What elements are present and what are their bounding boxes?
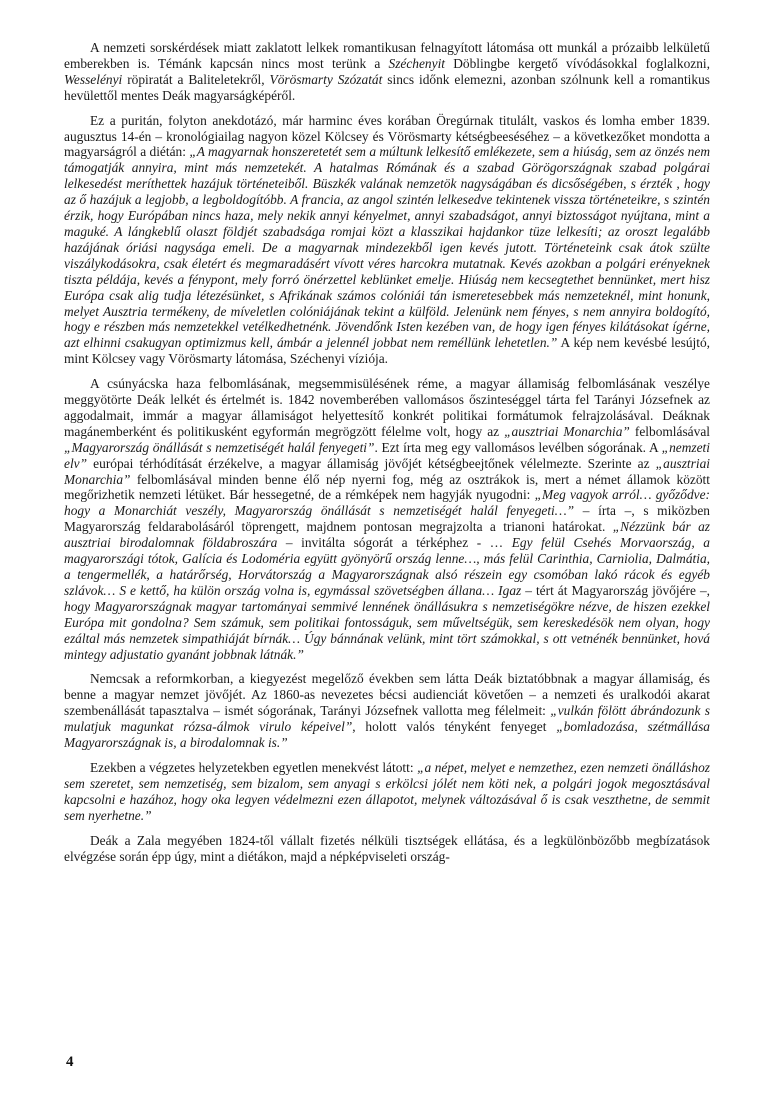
italic-quote-run: Wesselényi (64, 71, 123, 87)
italic-quote-run: „A magyarnak honszeretetét sem a múltunk lelkesítő emlékezete, sem a hiúság, sem az önzés nem támogatják annyira, mint más nemzetekét. A hatalmas Rómának és a szabad Görögországnak szabad polgárai lelkesedést meríthettek hazájuk történeteiből. Büszkék valának nemzetök nagyságában és dicsőségében, s érzték , hogy az ő hazájuk a legjobb, a legboldogítóbb. A francia, az angol szintén lelkesedve tekintenek vissza történeteikre, s szintén érzik, hogy Európában nincs haza, mely nekik annyi kényelmet, annyi szabadságot, annyi biztosságot nyújtana, mint a maguké. A lángkeblű olaszt földjét szabadsága romjai közt a klasszikai hajdankor tüze lelkesíti; az oroszt legalább hazájának óriási nagysága emeli. De a magyarnak mindezekből igen kevés jutott. Történeteink csak átok szülte viszálykodásokra, csak életért és megmaradásért vívott véres harcokra mutatnak. Kevés azokban a polgári erényeknek tiszta példája, kevés a fénypont, mely forró önérzettel keblünket emelje. Hiúság nem kecsegtethet bennünket, mert hisz Európa csak alig tudja létezésünket, s Afrikának számos colóniái tán ismeretesebbek más nemzeteknél, mint honunk, melyet Ausztria termékeny, de míveletlen colóniájának tekint a külföld. Jelenünk nem fényes, s nem annyira boldogító, hogy e részben más nemzetekkel vetélkedhetnénk. Jövendőnk Isten kezében van, de hogy igen fényes kilátásokat ígérne, azt elhinni csakugyan optimizmus kell, ámbár a jelennél jobbat nem reméllünk lehetetlen.” (64, 144, 710, 351)
italic-quote-run: Széchenyit (388, 55, 446, 71)
italic-quote-run: „vulkán fölött ábrándozunk s mulatjuk magunkat rózsa-álmok virulo képeivel” (64, 703, 710, 735)
text-run: Döblingbe kergető vívódásokkal foglalkozni, (445, 55, 710, 71)
text-run: Deák a Zala megyében 1824-től vállalt fizetés nélküli tisztségek ellátása, és a legkülönbözőbb megbízatások elvégzése során épp úgy, mint a diétákon, majd a népképviseleti ország- (64, 832, 710, 864)
text-run: A nemzeti sorskérdések miatt zaklatott lelkek romantikusan felnagyított látomása ott munkál a prózaibb lelkületű emberekben is. Témánk kapcsán nincs most terünk a (64, 40, 710, 71)
italic-quote-run: „a népet, melyet e nemzethez, ezen nemzeti önálláshoz sem szeretet, sem nemzetiség, sem bizalom, sem anyagi s erkölcsi jólét nem köti nek, a polgári jogok megosztásával kapcsolni e hazához, hogy oka legyen védelmezni ezen állapotot, melynek változásával ő is csak veszthetne, de semmit sem nyerhetne.” (64, 759, 710, 823)
italic-quote-run: Egy felül Csehés Morvaország, a magyarországi tótok, Galícia és Lodoméria együtt gyönyörű ország lenne…, más felül Carinthia, Carniolia, Dalmátia, a tengermellék, a határőrség, Horvátország a Magyarországnak alsó részein egy csomóban lakó rácok és egyéb szlávok… S e kettő, ha külön ország volna is, egymással szövetségben állana… Igaz (64, 535, 710, 598)
text-run: Nemcsak a reformkorban, a kiegyezést megelőző években sem látta Deák biztatóbbnak a magyar államiság, és benne a magyar nemzet jövőjét. Az 1860-as nevezetes bécsi audienciát követően – a nemzeti és uralkodói akarat szembenállását tapasztalva – ismét sógorának, Tarányi Józsefnek vallotta meg félelmeit: (64, 671, 710, 719)
paragraph-4 (64, 671, 710, 751)
text-run: – tért át Magyarország jövőjére –, (521, 582, 710, 598)
italic-quote-run: „nemzeti elv” (64, 439, 710, 471)
text-run: felbomlásával (629, 423, 710, 439)
italic-quote-run: Vörösmarty Szózatát (269, 71, 383, 87)
italic-quote-run: „ausztriai Monarchia” (64, 455, 710, 487)
text-run: európai térhódítását érzékelve, a magyar államiság jövőjét kétségbeejtőnek vélelmezte. Szerinte az (87, 455, 656, 471)
italic-quote-run: „bomladozása, szétmállása Magyarországnak is, a birodalomnak is.” (64, 719, 710, 751)
italic-quote-run: „Meg vagyok arról… győződve: hogy a Monarchiát veszély, Magyarország önállását s nemzetiségét halál fenyegeti…” (64, 487, 710, 519)
text-run: röpiratát a Baliteletekről, (122, 71, 270, 87)
italic-quote-run: „ausztriai Monarchia” (504, 423, 630, 439)
italic-quote-run: „Nézzünk bár az ausztriai birodalomnak földabroszára (64, 519, 710, 551)
text-run: Ezekben a végzetes helyzetekben egyetlen menekvést látott: (90, 759, 418, 775)
paragraph-2 (64, 113, 710, 368)
document-page (64, 40, 710, 1080)
paragraph-3 (64, 376, 710, 662)
text-run: , holott valós tényként fenyeget (352, 719, 557, 735)
text-run: – írta –, s miközben Magyarország feldarabolásáról töprengett, majdnem pontosan megrajzolta a trianoni határokat. (64, 503, 710, 535)
paragraph-5 (64, 760, 710, 824)
text-run: felbomlásával minden benne élő nép nyerni fog, még az osztrákok is, mert a német államok között megőrizhetik nemzeti létüket. Bár hessegetné, de a rémképek nem hagyják nyugodni: (64, 471, 710, 503)
text-run: A csúnyácska haza felbomlásának, megsemmisülésének réme, a magyar államiság felbomlásának veszélye meggyötörte Deák lelkét és értelmét is. 1842 novemberében vallomásos őszinteséggel tárta fel Tarányi Józsefnek az aggodalmait, immár a magyar államiságot helyettesítő konkrét politikai formátumok felrajzolásával. Deáknak magánemberként és politikusként egyformán megrögzött félelme volt, hogy az (64, 376, 710, 439)
text-run: Ez a puritán, folyton anekdotázó, már harminc éves korában Öregúrnak titulált, vaskos és lomha ember 1839. augusztus 14-én – kronológiailag nagyon közel Kölcsey és Vörösmarty kétségbeeséséhez – a következőket mondotta a magyarságról a diétán: (64, 112, 710, 160)
text-run: . Ezt írta meg egy vallomásos levélben sógorának. A (374, 439, 662, 455)
paragraph-6 (64, 833, 710, 865)
text-run: – invitálta sógorát a térképhez - … (277, 535, 512, 551)
text-run: A kép nem kevésbé lesújtó, mint Kölcsey vagy Vörösmarty látomása, Széchenyi víziója. (64, 335, 710, 367)
text-run: sincs időnk elemezni, azonban szólnunk kell a romantikus hevülettől mentes Deák magyarságképéről. (64, 71, 710, 103)
page-number: 4 (66, 1054, 74, 1070)
italic-quote-run: hogy Magyarországnak magyar tartományai semmivé lennének önállásukra s nemzetiségökre nézve, de hiszen ezekkel Európa mit gondolna? Sem számuk, sem politikai fontosságuk, sem műveltségük, sem kereskedésök nem olyan, hogy ezáltal más nemzetek simpathiáját bírnák… Úgy bánnának velünk, mint tört számokkal, s ott vetnénék bennünket, hová mintegy adjustatio gyanánt jobbnak látnák.” (64, 598, 710, 662)
paragraph-1 (64, 40, 710, 104)
italic-quote-run: „Magyarország önállását s nemzetiségét halál fenyegeti” (64, 439, 375, 455)
